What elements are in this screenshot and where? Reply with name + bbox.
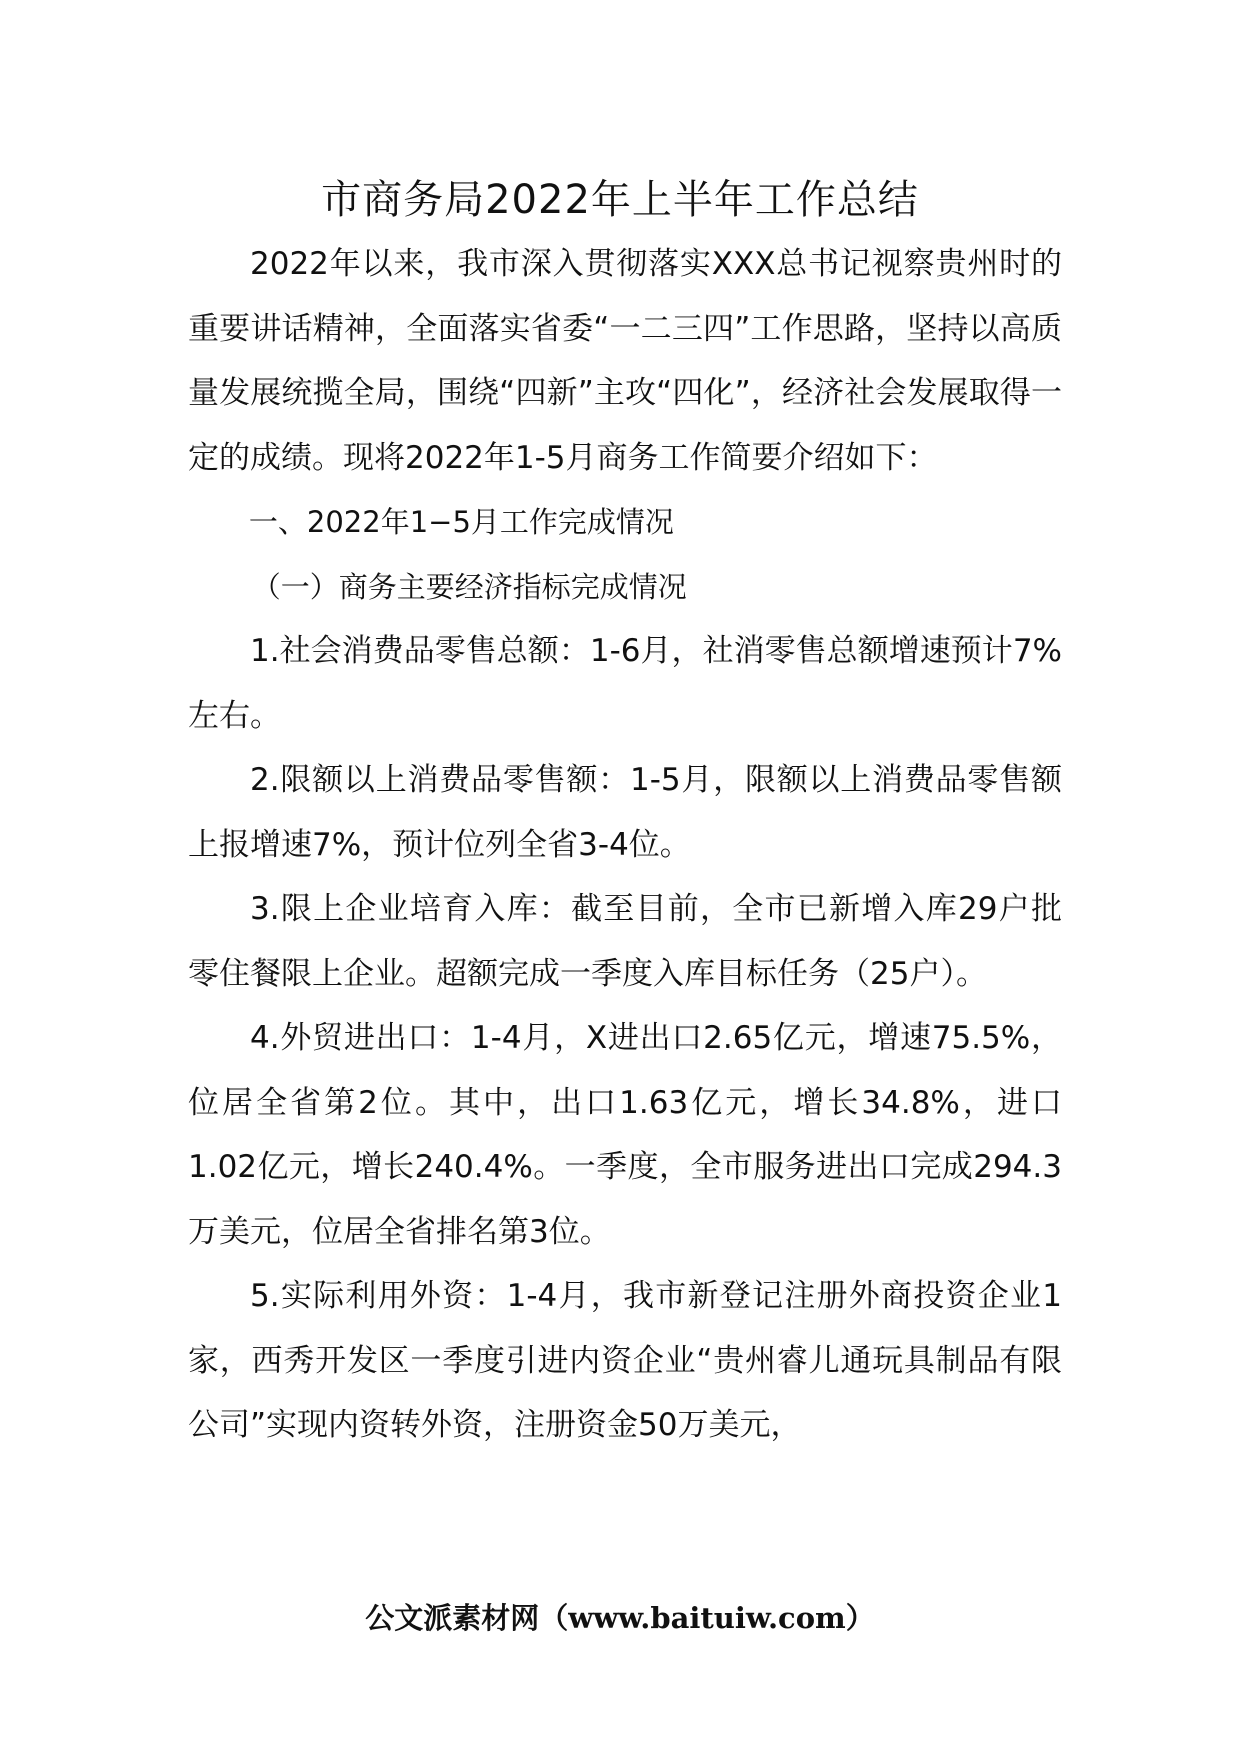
section-heading: 一、2022年1−5月工作完成情况	[248, 505, 674, 539]
document-title: 市商务局2022年上半年工作总结	[321, 177, 919, 223]
intro-paragraph: 2022年以来，我市深入贯彻落实XXX总书记视察贵州时的重要讲话精神，全面落实省委“一二三四”工作思路，坚持以高质量发展统揽全局，围绕“四新”主攻“四化”，经济社会发展取得一定的成绩。现将2022年1-5月商务工作简要介绍如下：	[188, 246, 1062, 476]
list-item: 2.限额以上消费品零售额：1-5月，限额以上消费品零售额上报增速7%，预计位列全省3-4位。	[188, 762, 1062, 863]
list-item: 5.实际利用外资：1-4月，我市新登记注册外商投资企业1家，西秀开发区一季度引进内资企业“贵州睿儿通玩具制品有限公司”实现内资转外资，注册资金50万美元，	[188, 1278, 1062, 1443]
footer-watermark: 公文派素材网（www.baituiw.com）	[365, 1601, 875, 1635]
list-item: 3.限上企业培育入库：截至目前，全市已新增入库29户批零住餐限上企业。超额完成一季度入库目标任务（25户）。	[188, 891, 1062, 992]
document-body	[188, 232, 1062, 1458]
list-item: 4.外贸进出口：1-4月，X进出口2.65亿元，增速75.5%，位居全省第2位。其中，出口1.63亿元，增长34.8%，进口1.02亿元，增长240.4%。一季度，全市服务进出口完成294.3万美元，位居全省排名第3位。	[188, 1020, 1062, 1250]
subsection-heading: （一）商务主要经济指标完成情况	[251, 569, 687, 604]
list-item: 1.社会消费品零售总额：1-6月，社消零售总额增速预计7%左右。	[188, 633, 1062, 734]
